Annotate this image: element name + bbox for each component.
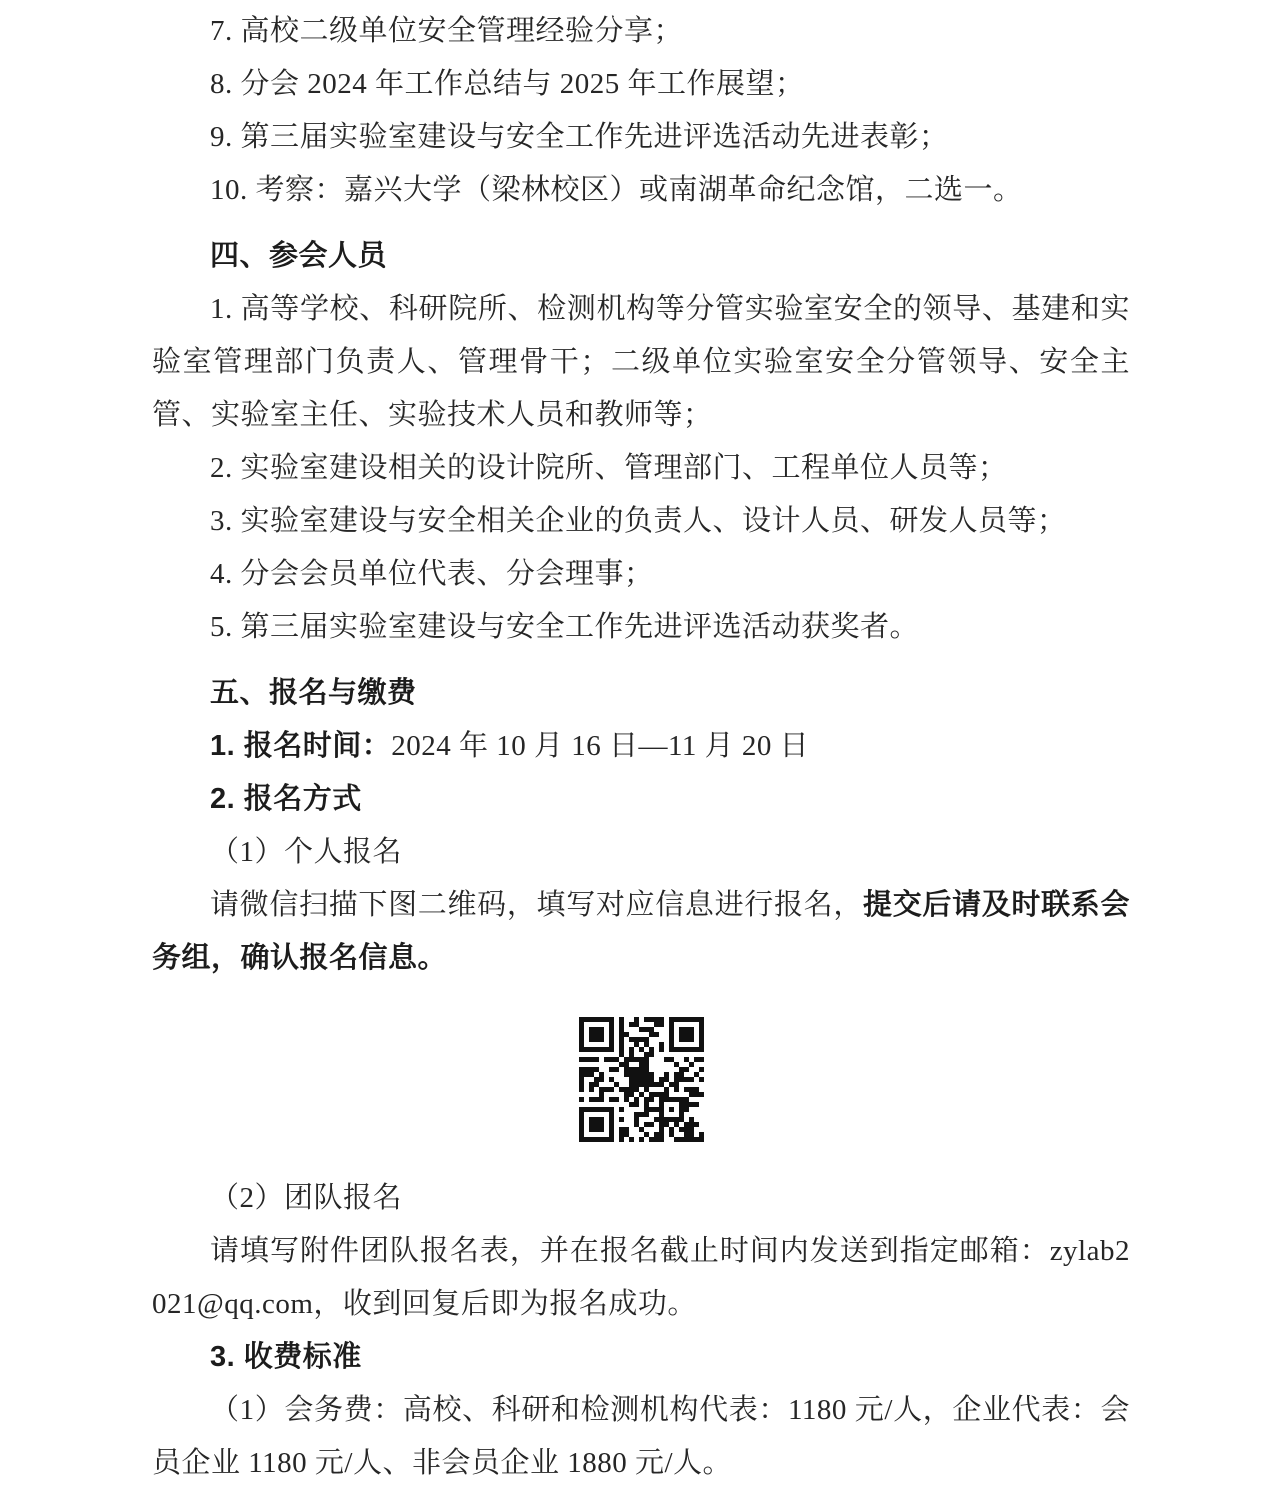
registration-qr-code <box>152 1017 1130 1142</box>
participants-item-3 <box>152 495 1130 548</box>
participants-item-2-text-0: 2. 实验室建设相关的设计院所、管理部门、工程单位人员等； <box>210 452 1008 484</box>
fee-heading-text-0: 3. 收费标准 <box>210 1341 362 1373</box>
team-registration-text <box>152 1225 1130 1331</box>
participants-item-4-text-0: 4. 分会会员单位代表、分会理事； <box>210 558 654 590</box>
registration-qr-code-icon <box>579 1017 704 1142</box>
agenda-item-8-text-0: 8. 分会 2024 年工作总结与 2025 年工作展望； <box>210 68 805 100</box>
section-4-heading-text-0: 四、参会人员 <box>210 240 388 272</box>
individual-registration-label <box>152 826 1130 879</box>
agenda-item-8 <box>152 58 1130 111</box>
agenda-item-9-text-0: 9. 第三届实验室建设与安全工作先进评选活动先进表彰； <box>210 121 949 153</box>
agenda-item-9 <box>152 111 1130 164</box>
individual-registration-text-text-1: 提交后请及时联系会务组，确认报名信息。 <box>152 889 1130 974</box>
fee-text <box>152 1384 1130 1490</box>
registration-time-text-1: 2024 年 10 月 16 日—11 月 20 日 <box>391 730 810 762</box>
participants-item-5 <box>152 601 1130 654</box>
participants-item-5-text-0: 5. 第三届实验室建设与安全工作先进评选活动获奖者。 <box>210 611 920 643</box>
section-5-heading <box>152 667 1130 720</box>
registration-method-heading <box>152 773 1130 826</box>
individual-registration-text <box>152 879 1130 985</box>
participants-item-1-text-0: 1. 高等学校、科研院所、检测机构等分管实验室安全的领导、基建和实验室管理部门负责人、管理骨干；二级单位实验室安全分管领导、安全主管、实验室主任、实验技术人员和教师等； <box>152 293 1130 431</box>
registration-time-text-0: 1. 报名时间： <box>210 730 392 762</box>
agenda-item-10-text-0: 10. 考察：嘉兴大学（梁林校区）或南湖革命纪念馆，二选一。 <box>210 174 1023 206</box>
team-registration-label-text-0: （2）团队报名 <box>210 1182 403 1214</box>
agenda-item-7-text-0: 7. 高校二级单位安全管理经验分享； <box>210 15 684 47</box>
section-4-heading <box>152 230 1130 283</box>
team-registration-label <box>152 1172 1130 1225</box>
fee-text-text-0: （1）会务费：高校、科研和检测机构代表：1180 元/人，企业代表：会员企业 1180 元/人、非会员企业 1880 元/人。 <box>152 1394 1130 1479</box>
fee-heading <box>152 1331 1130 1384</box>
document-body <box>152 5 1130 1490</box>
registration-time <box>152 720 1130 773</box>
participants-item-3-text-0: 3. 实验室建设与安全相关企业的负责人、设计人员、研发人员等； <box>210 505 1067 537</box>
participants-item-2 <box>152 442 1130 495</box>
individual-registration-label-text-0: （1）个人报名 <box>210 836 403 868</box>
individual-registration-text-text-0: 请微信扫描下图二维码，填写对应信息进行报名， <box>210 889 864 921</box>
registration-method-heading-text-0: 2. 报名方式 <box>210 783 362 815</box>
participants-item-1 <box>152 283 1130 442</box>
agenda-item-10 <box>152 164 1130 217</box>
agenda-item-7 <box>152 5 1130 58</box>
team-registration-text-text-0: 请填写附件团队报名表，并在报名截止时间内发送到指定邮箱：zylab2021@qq.com，收到回复后即为报名成功。 <box>152 1235 1130 1320</box>
participants-item-4 <box>152 548 1130 601</box>
section-5-heading-text-0: 五、报名与缴费 <box>210 677 417 709</box>
